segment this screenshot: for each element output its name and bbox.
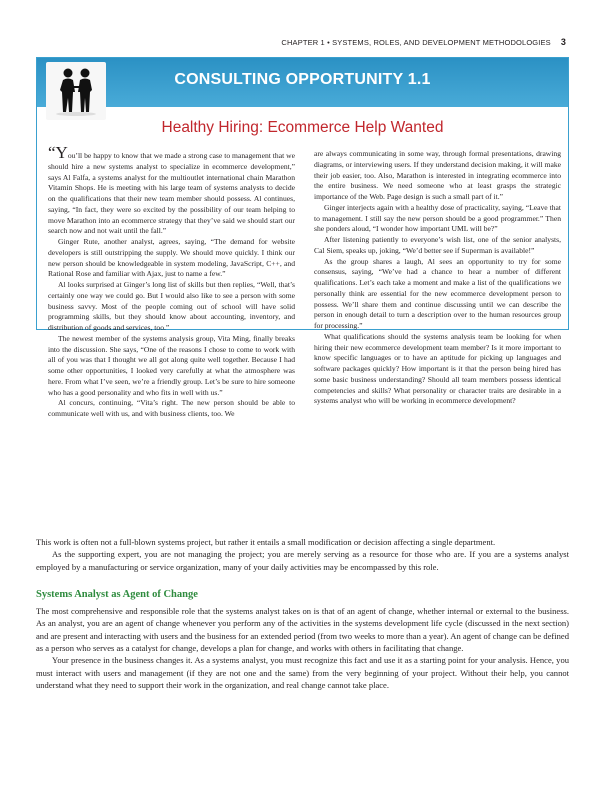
open-quote: “Y	[48, 143, 68, 162]
running-head	[281, 37, 566, 47]
box-paragraph: Ginger Rute, another analyst, agrees, saying, “The demand for website developers is still outstripping the supply. We should move quickly. I think our new person should be knowledgeable in system modeling, JavaScript, C++, and Rational Rose and familiar with Ajax, just to name a few.”	[48, 237, 295, 279]
section-heading: Systems Analyst as Agent of Change	[36, 588, 198, 600]
box-paragraph: Al concurs, continuing, “Vita’s right. The new person should be able to communicate well with us, and with business clients, too. We	[48, 398, 295, 418]
body-paragraph: The most comprehensive and responsible role that the systems analyst takes on is that of an agent of change, whether internal or external to the business. As an analyst, you are an agent of change whenever you perform any of the activities in the systems development life cycle (discussed in the next section) and are present and interacting with users and the business for an extended period (from two weeks to more than a year). An agent of change can be defined as a person who serves as a catalyst for change, develops a plan for change, and works with others in facilitating that change.	[36, 606, 569, 654]
box-paragraph: Ginger interjects again with a healthy dose of practicality, saying, “Leave that to management. I still say the new person should be a good programmer.” Then she ponders aloud, “I wonder how important UML will be?”	[314, 202, 561, 234]
box-left-column	[48, 143, 295, 420]
box-right-column	[314, 149, 561, 407]
consulting-opportunity-box	[36, 57, 569, 418]
body-paragraph: Your presence in the business changes it. As a systems analyst, you must recognize this fact and use it as a starting point for your analysis. Hence, you must interact with users and management (if they are not one and the same) from the very beginning of your project. Without their help, you cannot understand what they need to support their work in the organization, and real change cannot take place.	[36, 655, 569, 690]
chapter-title: CHAPTER 1 • SYSTEMS, ROLES, AND DEVELOPMENT METHODOLOGIES	[281, 37, 551, 47]
main-body	[36, 536, 569, 691]
box-banner-title: CONSULTING OPPORTUNITY 1.1	[174, 71, 431, 88]
box-paragraph: are always communicating in some way, through formal presentations, drawing diagrams, or interviewing users. If they understand decision making, it will make their job easier, too. Also, Marathon is interested in integrating ecommerce into the entire business. We need someone who at least grasps the strategic importance of the Web. Page design is such a small part of it.”	[314, 149, 561, 201]
box-paragraph-text: ou’ll be happy to know that we made a strong case to management that we should hire a new systems analyst to specialize in ecommerce development,” says Al Falfa, a systems analyst for the multioutlet international chain Marathon Vitamin Shops. He is meeting with his large team of systems analysts to decide on the qualifications that their new team member should possess. Al continues, saying, “In fact, they were so excited by the possibility of our team helping to move Marathon into an ecommerce strategy that they’ve said we should start our search now and not wait until the fall.”	[48, 151, 295, 236]
body-paragraph: As the supporting expert, you are not managing the project; you are merely serving as a resource for those who are. If you are a systems analyst employed by a manufacturing or service organization, many of your daily activities may be encompassed by this role.	[36, 549, 569, 572]
box-paragraph: The newest member of the systems analysis group, Vita Ming, finally breaks into the discussion. She says, “One of the reasons I chose to come to work with all of you was that I thought we all got along quite well together. Because I had some other opportunities, I looked very carefully at what the atmosphere was here. From what I’ve seen, we’re a friendly group. Let’s be sure to hire someone who has a good personality and who fits in well with us.”	[48, 333, 295, 397]
box-title: Healthy Hiring: Ecommerce Help Wanted	[161, 119, 444, 136]
handshake-icon	[46, 62, 106, 120]
box-paragraph	[48, 143, 295, 237]
body-paragraph: This work is often not a full-blown systems project, but rather it entails a small modification or decision affecting a single department.	[36, 537, 496, 547]
page-number: 3	[560, 37, 566, 47]
box-paragraph: Al looks surprised at Ginger’s long list of skills but then replies, “Well, that’s certainly one way we could go. But I would also like to see a person with some business savvy. Most of the people coming out of school will have solid programming skills, but they should know about accounting, inventory, and distribution of goods and services, too.”	[48, 280, 295, 332]
box-paragraph: As the group shares a laugh, Al sees an opportunity to try for some consensus, saying, “We’ve had a chance to hear a number of different qualifications. Let’s each take a moment and make a list of the qualifications we personally think are essential for the new ecommerce development person to possess. We’ll share them and continue discussing until we can describe the person in enough detail to turn a description over to the human resources group for processing.”	[314, 256, 561, 330]
box-paragraph: After listening patiently to everyone’s wish list, one of the senior analysts, Cal Siem, speaks up, joking, “We’d better see if Superman is available!”	[314, 235, 561, 255]
box-banner	[37, 58, 568, 107]
box-paragraph: What qualifications should the systems analysis team be looking for when hiring their new ecommerce development team member? Is it more important to know specific languages or to have an aptitude for picking up languages and software packages quickly? How important is it that the person being hired has some basic business understanding? Should all team members possess identical competencies and skills? What personality or character traits are desirable in a systems analyst who will be working in ecommerce development?	[314, 331, 561, 406]
